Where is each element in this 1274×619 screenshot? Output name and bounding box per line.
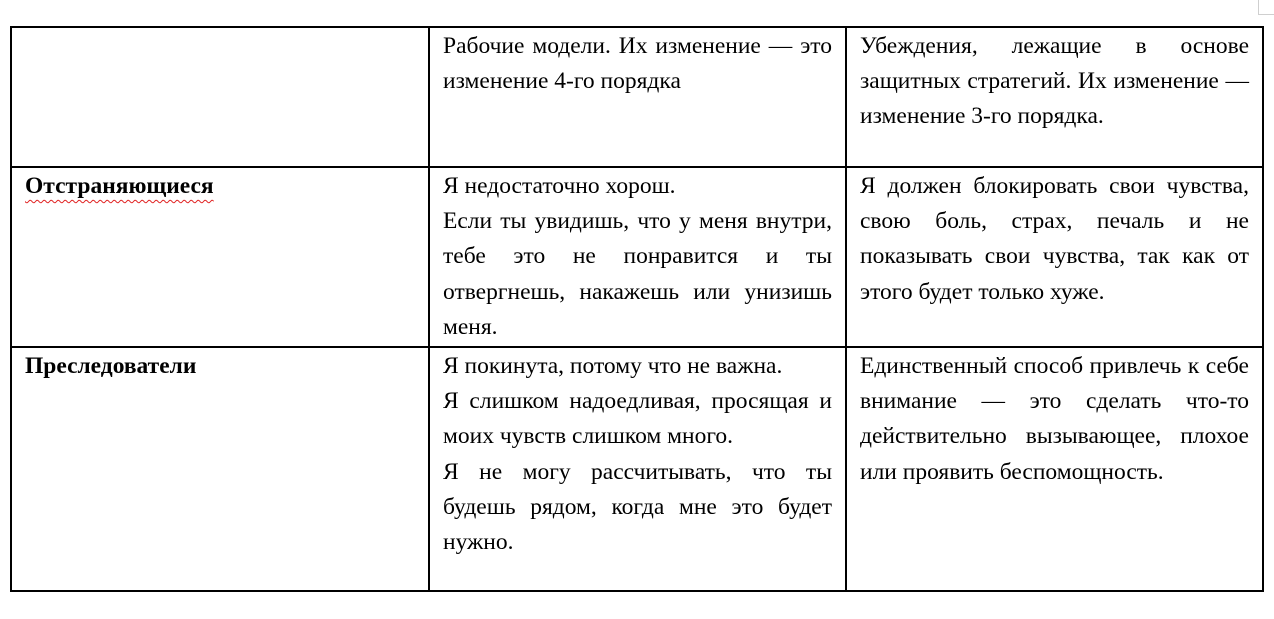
- withdrawers-belief-para-1: Я должен блокировать свои чувства, свою боль, страх, печаль и не показывать свои чувства, так как от этого будет только хуже.: [860, 173, 1249, 305]
- row-label-pursuers: Преследователи: [25, 353, 197, 380]
- withdrawers-model-para-1: Я недостаточно хорош.: [443, 173, 676, 199]
- pursuers-belief-cell[interactable]: [846, 347, 1263, 591]
- pursuers-model-para-2: Я слишком надоедливая, просящая и моих чувств слишком много.: [443, 388, 832, 450]
- table-row-pursuers: [11, 347, 1263, 591]
- header-working-models-text: Рабочие модели. Их изменение — это изменение 4-го порядка: [443, 33, 832, 95]
- table-header-row: [11, 27, 1263, 167]
- row-label-cell[interactable]: [11, 347, 429, 591]
- withdrawers-belief-cell[interactable]: [846, 167, 1263, 347]
- header-cell-empty[interactable]: [11, 27, 429, 167]
- header-cell-beliefs[interactable]: [846, 27, 1263, 167]
- pursuers-model-para-3: Я не могу рассчитывать, что ты будешь рядом, когда мне это будет нужно.: [443, 458, 832, 556]
- header-cell-working-models[interactable]: [429, 27, 846, 167]
- header-beliefs-text: Убеждения, лежащие в основе защитных стратегий. Их изменение — изменение 3-го порядка.: [860, 33, 1249, 130]
- table-row-withdrawers: [11, 167, 1263, 347]
- pursuers-model-para-1: Я покинута, потому что не важна.: [443, 353, 783, 380]
- document-table: [10, 26, 1264, 592]
- row-label-withdrawers: Отстраняющиеся: [25, 173, 214, 199]
- pursuers-working-model-cell[interactable]: [429, 347, 846, 591]
- page-corner-marker: [1258, 0, 1274, 15]
- withdrawers-working-model-cell[interactable]: [429, 167, 846, 347]
- pursuers-belief-para-1: Единственный способ привлечь к себе внимание — это сделать что-то действительно вызывающее, плохое или проявить беспомощность.: [860, 353, 1249, 485]
- row-label-cell[interactable]: [11, 167, 429, 347]
- withdrawers-model-para-2: Если ты увидишь, что у меня внутри, тебе это не понравится и ты отвергнешь, накажешь или унизишь меня.: [443, 208, 832, 340]
